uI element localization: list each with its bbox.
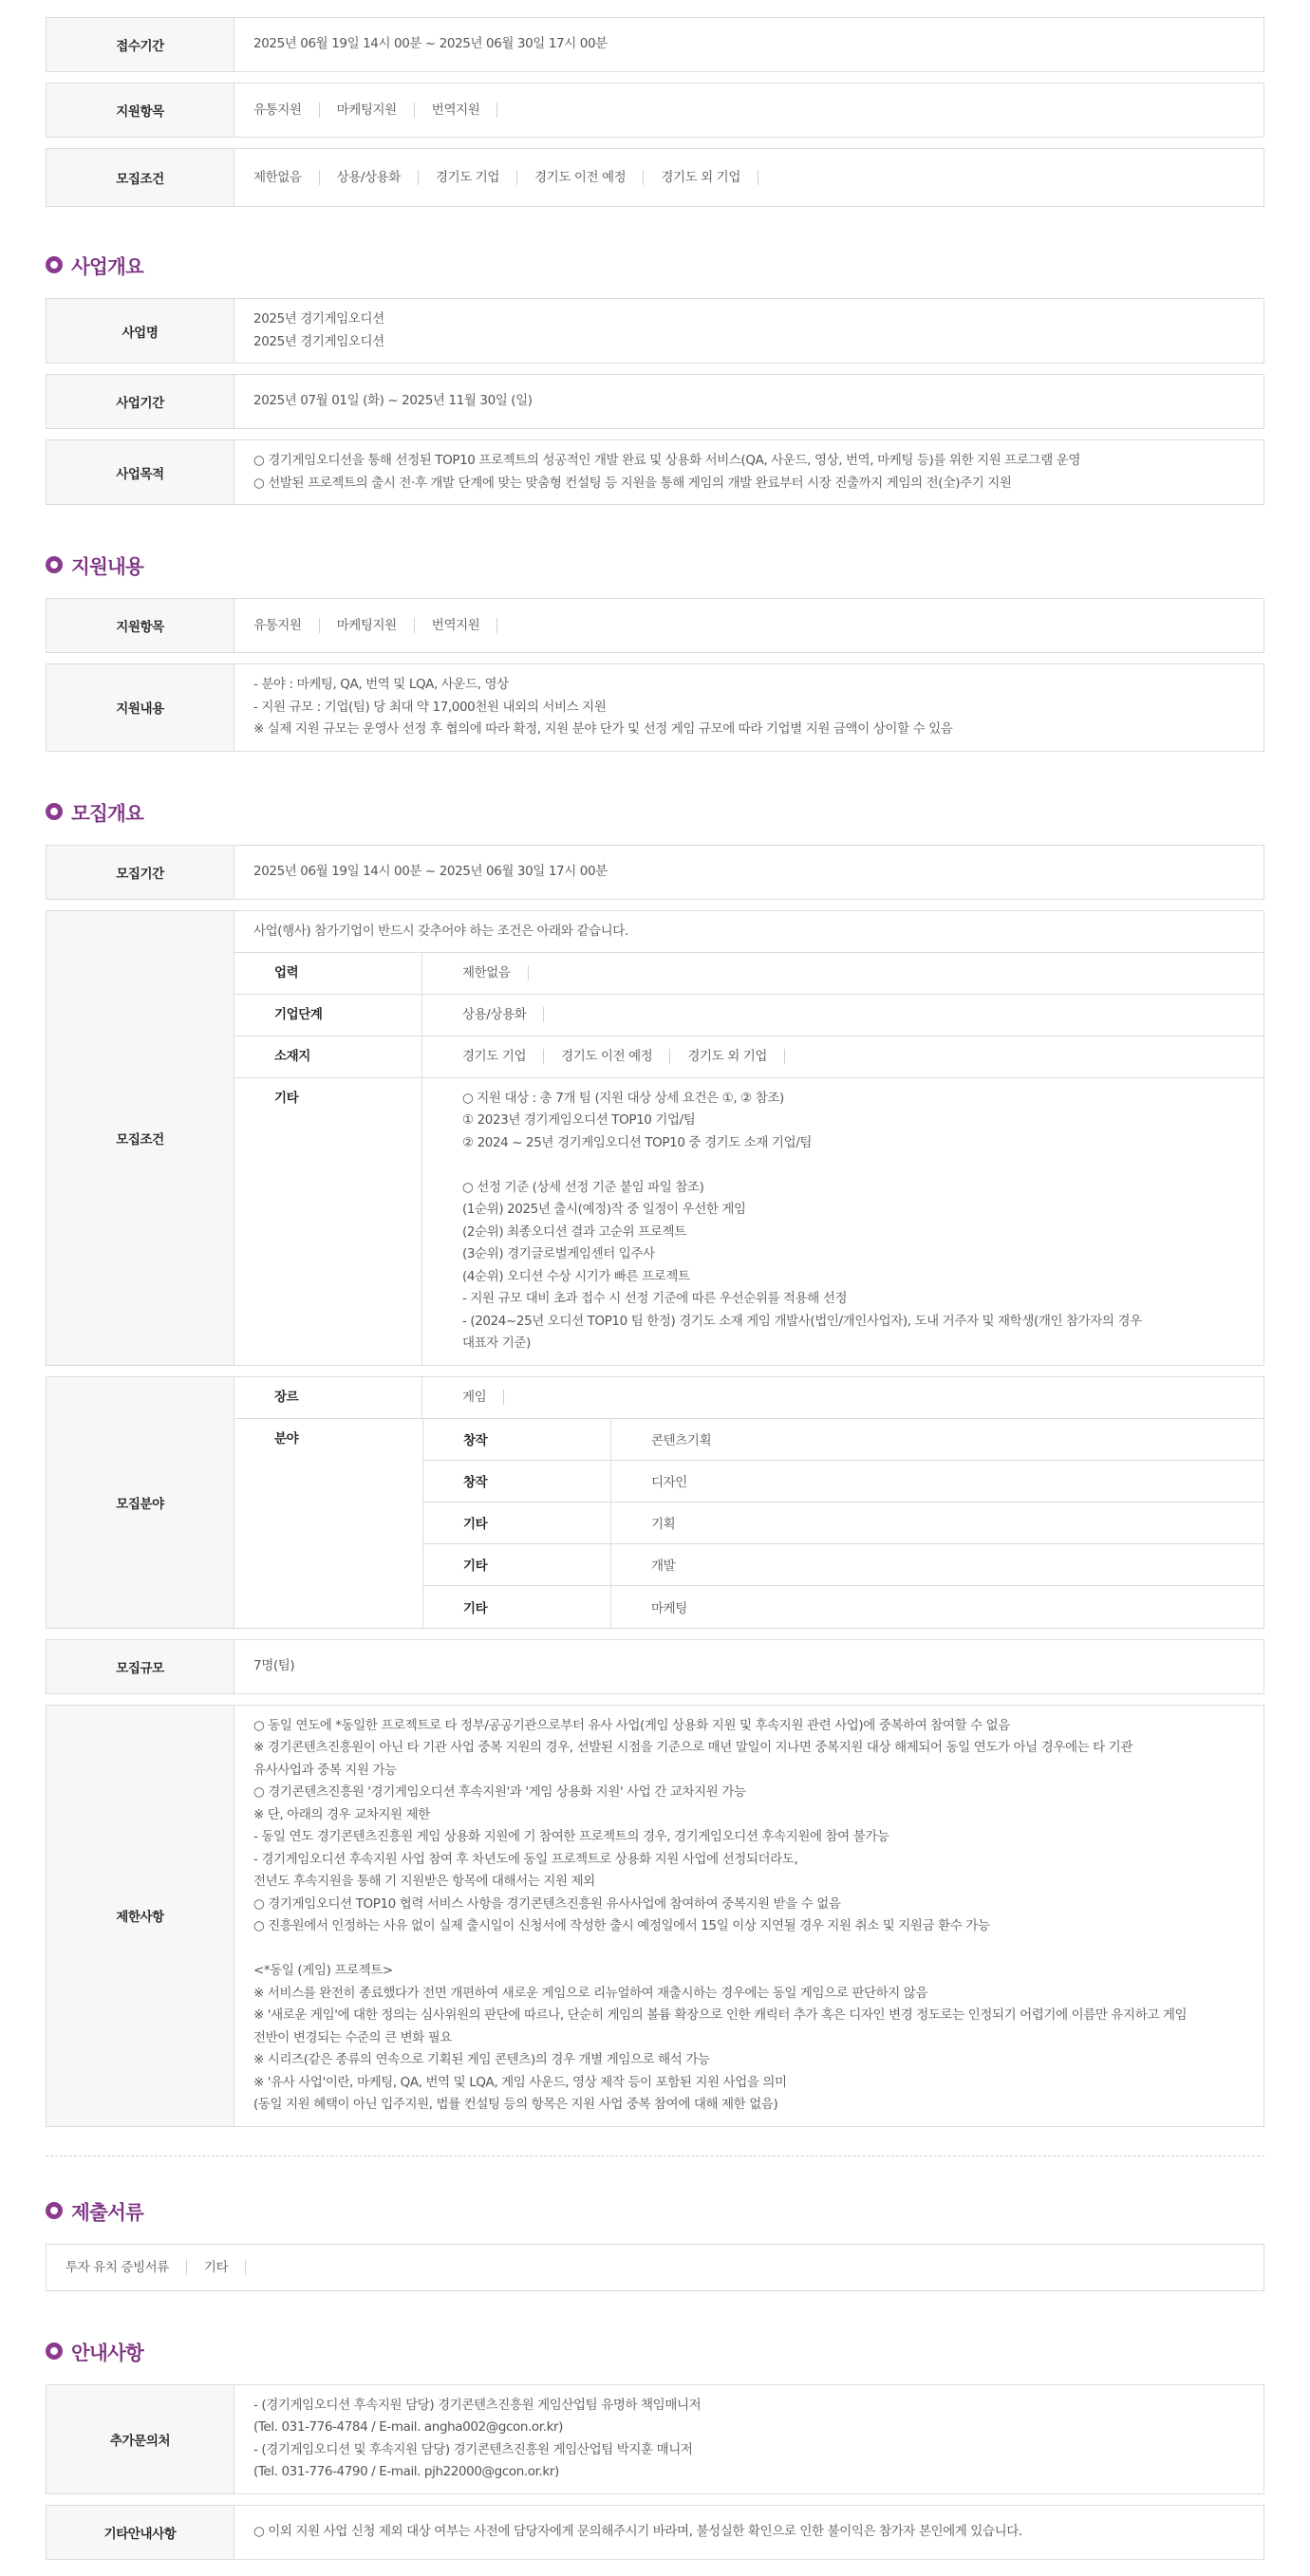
text-line [462, 1154, 1244, 1177]
recruit-scale-label: 모집규모 [47, 1640, 234, 1693]
condition-stage-tags [422, 995, 1263, 1036]
recruit-field-row [46, 1376, 1264, 1629]
field-area-row-item [423, 1586, 1263, 1628]
support-items-row-2 [46, 598, 1264, 653]
support-items-label: 지원항목 [47, 599, 234, 652]
section-title: 제출서류 [71, 2200, 144, 2224]
condition-career-tags [422, 953, 1263, 994]
field-area-table [422, 1419, 1263, 1628]
field-area-key: 창작 [423, 1419, 611, 1460]
text-line: ※ 경기콘텐츠진흥원이 아닌 타 기관 사업 중복 지원의 경우, 선발된 시점을 기준으로 매년 말일이 지나면 중복지원 대상 해제되어 동일 연도가 아닐 경우에는 타 기관 [253, 1740, 1132, 1755]
condition-location-label: 소재지 [234, 1036, 422, 1077]
restrictions-label: 제한사항 [47, 1706, 234, 2126]
text-line: ※ 시리즈(같은 종류의 연속으로 기획된 게임 콘텐츠)의 경우 개별 게임으로 해석 가능 [253, 2052, 710, 2067]
recruit-conditions-label: 모집조건 [47, 911, 234, 1365]
documents-heading [46, 2196, 1264, 2225]
tag-item: 경기도 외 기업 [644, 170, 758, 185]
field-area-row [234, 1419, 1263, 1628]
text-line: ○ 경기게임오디션 TOP10 협력 서비스 사항을 경기콘텐츠진흥원 유사사업에 참여하여 중복지원 받을 수 없음 [253, 1895, 841, 1912]
reception-period-value: 2025년 06월 19일 14시 00분 ~ 2025년 06월 30일 17시 00분 [253, 36, 608, 52]
support-items-row [46, 83, 1264, 138]
text-line [253, 1938, 1244, 1961]
text-line: 2025년 경기게임오디션 [253, 333, 384, 349]
text-line: ○ 진흥원에서 인정하는 사유 없이 실제 출시일이 신청서에 작성한 출시 예정일에서 15일 이상 지연될 경우 지원 취소 및 지원금 환수 가능 [253, 1918, 990, 1933]
text-line: ○ 동일 연도에 *동일한 프로젝트로 타 정부/공공기관으로부터 유사 사업(게임 상용화 지원 및 후속지원 관련 사업)에 중복하여 참여할 수 없음 [253, 1717, 1010, 1733]
contact-label: 추가문의처 [47, 2385, 234, 2493]
tag-item: 경기도 기업 [462, 1049, 544, 1064]
recruit-conditions-detail-row [46, 910, 1264, 1366]
text-line: 유사사업과 중복 지원 가능 [253, 1762, 397, 1778]
field-area-row-item [423, 1419, 1263, 1461]
field-genre-row [234, 1377, 1263, 1419]
text-line: (동일 지원 혜택이 아닌 입주지원, 법률 컨설팅 등의 항목은 지원 사업 중복 참여에 대해 제한 없음) [253, 2097, 778, 2112]
text-line: ② 2024 ~ 25년 경기게임오디션 TOP10 중 경기도 소재 기업/팀 [462, 1134, 813, 1150]
field-area-value: 기획 [651, 1517, 676, 1532]
other-guide-row [46, 2505, 1264, 2560]
tag-item: 기타 [187, 2260, 246, 2275]
text-line: ① 2023년 경기게임오디션 TOP10 기업/팀 [462, 1112, 696, 1128]
recruit-conditions-row [46, 148, 1264, 207]
section-title: 모집개요 [71, 801, 144, 825]
support-content-value [234, 664, 1263, 751]
recruit-field-label: 모집분야 [47, 1377, 234, 1628]
text-line: (3순위) 경기글로벌게임센터 입주사 [462, 1246, 655, 1261]
section-title: 사업개요 [71, 255, 144, 278]
text-line: ※ '유사 사업'이란, 마케팅, QA, 번역 및 LQA, 게임 사운드, 영상 제작 등이 포함된 지원 사업을 의미 [253, 2074, 787, 2090]
text-line: ○ 지원 대상 : 총 7개 팀 (지원 대상 상세 요건은 ①, ② 참조) [462, 1090, 784, 1106]
text-line: ※ '새로운 게임'에 대한 정의는 심사위원의 판단에 따르나, 단순히 게임의 볼륨 확장으로 인한 캐릭터 추가 혹은 디자인 변경 정도로는 인정되기 어렵기에 이름만 유지하고 게임 [253, 2007, 1188, 2023]
recruit-scale-value: 7명(팀) [253, 1657, 295, 1673]
guide-heading [46, 2337, 1264, 2365]
tag-item: 경기도 외 기업 [670, 1049, 785, 1064]
recruit-overview-heading [46, 797, 1264, 826]
text-line: ○ 선정 기준 (상세 선정 기준 붙임 파일 참조) [462, 1179, 704, 1195]
section-bullet-icon [46, 2343, 63, 2360]
field-area-key: 기타 [423, 1503, 611, 1543]
text-line: - (경기게임오디션 후속지원 담당) 경기콘텐츠진흥원 게임산업팀 유명하 책임매니저 [253, 2397, 702, 2413]
other-guide-label: 기타안내사항 [47, 2506, 234, 2559]
reception-period-row [46, 17, 1264, 72]
tag-item: 경기도 기업 [419, 170, 517, 185]
tag-item: 상용/상용화 [320, 170, 419, 185]
text-line: 2025년 경기게임오디션 [253, 311, 384, 327]
recruit-period-value: 2025년 06월 19일 14시 00분 ~ 2025년 06월 30일 17시 00분 [253, 863, 608, 879]
text-line: 전년도 후속지원을 통해 기 지원받은 항목에 대해서는 지원 제외 [253, 1874, 595, 1889]
text-line: 전반이 변경되는 수준의 큰 변화 필요 [253, 2029, 453, 2045]
tag-item: 상용/상용화 [462, 1007, 544, 1022]
field-genre-tags [422, 1377, 1263, 1418]
tag-item: 번역지원 [415, 103, 498, 118]
field-area-row-item [423, 1503, 1263, 1544]
section-title: 지원내용 [71, 555, 144, 578]
condition-career-row [234, 953, 1263, 995]
recruit-conditions-label: 모집조건 [47, 149, 234, 206]
text-line: - 경기게임오디션 후속지원 사업 참여 후 차년도에 동일 프로젝트로 상용화 지원 사업에 선정되더라도, [253, 1851, 798, 1867]
field-area-row-item [423, 1544, 1263, 1586]
tag-item: 제한없음 [462, 965, 529, 980]
tag-item: 유통지원 [253, 618, 320, 633]
other-guide-value: ○ 이외 지원 사업 신청 제외 대상 여부는 사전에 담당자에게 문의해주시기 바라며, 불성실한 확인으로 인한 불이익은 참가자 본인에게 있습니다. [253, 2523, 1022, 2539]
section-bullet-icon [46, 803, 63, 820]
text-line: - 지원 규모 대비 초과 접수 시 선정 기준에 따른 우선순위를 적용해 선정 [462, 1291, 848, 1306]
tag-item: 마케팅지원 [320, 103, 415, 118]
text-line: - 지원 규모 : 기업(팀) 당 최대 약 17,000천원 내외의 서비스 지원 [253, 699, 607, 715]
reception-period-label: 접수기간 [47, 18, 234, 71]
text-line: - (경기게임오디션 및 후속지원 담당) 경기콘텐츠진흥원 게임산업팀 박지훈 매니저 [253, 2441, 693, 2457]
tag-item: 마케팅지원 [320, 618, 415, 633]
documents-box [46, 2244, 1264, 2291]
documents-tags [66, 2260, 246, 2275]
field-area-key: 기타 [423, 1586, 611, 1628]
condition-stage-label: 기업단계 [234, 995, 422, 1036]
text-line: ※ 서비스를 완전히 종료했다가 전면 개편하여 새로운 게임으로 리뉴얼하여 재출시하는 경우에는 동일 게임으로 판단하지 않음 [253, 1985, 928, 2001]
field-area-value: 마케팅 [651, 1600, 687, 1616]
business-name-row [46, 298, 1264, 364]
contact-row [46, 2384, 1264, 2494]
text-line: ※ 실제 지원 규모는 운영사 선정 후 협의에 따라 확정, 지원 분야 단가 및 선정 게임 규모에 따라 기업별 지원 금액이 상이할 수 있음 [253, 721, 953, 737]
tag-item: 경기도 이전 예정 [544, 1049, 670, 1064]
business-period-row [46, 374, 1264, 429]
text-line: - 분야 : 마케팅, QA, 번역 및 LQA, 사운드, 영상 [253, 677, 509, 692]
recruit-scale-row [46, 1639, 1264, 1694]
field-area-key: 창작 [423, 1461, 611, 1502]
section-bullet-icon [46, 256, 63, 273]
tag-item: 게임 [462, 1390, 504, 1405]
section-title: 안내사항 [71, 2341, 144, 2364]
business-period-value: 2025년 07월 01일 (화) ~ 2025년 11월 30일 (일) [253, 393, 533, 409]
business-purpose-row [46, 439, 1264, 505]
tag-item: 번역지원 [415, 618, 498, 633]
condition-etc-value [422, 1078, 1263, 1365]
contact-value [234, 2385, 1263, 2493]
text-line: - (2024~25년 오디션 TOP10 팀 한정) 경기도 소재 게임 개발사(법인/개인사업자), 도내 거주자 및 재학생(개인 참가자의 경우 [462, 1313, 1142, 1329]
condition-etc-label: 기타 [234, 1078, 422, 1365]
condition-etc-row [234, 1078, 1263, 1365]
field-area-value: 개발 [651, 1559, 676, 1574]
text-line: (1순위) 2025년 출시(예정)작 중 일정이 우선한 게임 [462, 1202, 746, 1217]
support-content-row [46, 663, 1264, 752]
text-line: ○ 선발된 프로젝트의 출시 전·후 개발 단계에 맞는 맞춤형 컨설팅 등 지원을 통해 게임의 개발 완료부터 시장 진출까지 게임의 전(全)주기 지원 [253, 475, 1012, 491]
field-area-row-item [423, 1461, 1263, 1503]
tag-item: 투자 유치 증빙서류 [66, 2260, 187, 2275]
recruit-period-row [46, 845, 1264, 900]
text-line: - 동일 연도 경기콘텐츠진흥원 게임 상용화 지원에 기 참여한 프로젝트의 경우, 경기게임오디션 후속지원에 참여 불가능 [253, 1829, 889, 1844]
section-bullet-icon [46, 556, 63, 573]
business-purpose-value [234, 440, 1263, 504]
support-content-label: 지원내용 [47, 664, 234, 751]
recruit-period-label: 모집기간 [47, 846, 234, 899]
field-area-value: 콘텐츠기획 [651, 1433, 712, 1448]
text-line: 대표자 기준) [462, 1335, 531, 1351]
recruit-conditions-tags [253, 170, 1244, 185]
support-items-label: 지원항목 [47, 84, 234, 137]
restrictions-row [46, 1705, 1264, 2127]
section-bullet-icon [46, 2202, 63, 2219]
tag-item: 유통지원 [253, 103, 320, 118]
conditions-intro: 사업(행사) 참가기업이 반드시 갖추어야 하는 조건은 아래와 같습니다. [234, 911, 1263, 953]
tag-item: 경기도 이전 예정 [517, 170, 644, 185]
business-name-value [234, 299, 1263, 363]
business-name-label: 사업명 [47, 299, 234, 363]
field-area-value: 디자인 [651, 1475, 687, 1490]
text-line: ○ 경기게임오디션을 통해 선정된 TOP10 프로젝트의 성공적인 개발 완료 및 상용화 서비스(QA, 사운드, 영상, 번역, 마케팅 등)를 위한 지원 프로그램 운영 [253, 453, 1081, 468]
business-purpose-label: 사업목적 [47, 440, 234, 504]
support-items-tags [253, 103, 1244, 118]
support-content-heading [46, 551, 1264, 579]
field-area-label: 분야 [274, 1430, 299, 1447]
text-line: ※ 단, 아래의 경우 교차지원 제한 [253, 1806, 430, 1822]
field-genre-label: 장르 [234, 1377, 422, 1418]
field-area-key: 기타 [423, 1544, 611, 1585]
text-line: (Tel. 031-776-4784 / E-mail. angha002@gcon.or.kr) [253, 2419, 564, 2435]
tag-item: 제한없음 [253, 170, 320, 185]
text-line: (4순위) 오디션 수상 시기가 빠른 프로젝트 [462, 1268, 690, 1284]
text-line: <*동일 (게임) 프로젝트> [253, 1963, 393, 1978]
support-items-tags [253, 618, 1244, 633]
condition-location-tags [422, 1036, 1263, 1077]
text-line: ○ 경기콘텐츠진흥원 '경기게임오디션 후속지원'과 '게임 상용화 지원' 사업 간 교차지원 가능 [253, 1784, 746, 1800]
business-period-label: 사업기간 [47, 375, 234, 428]
condition-location-row [234, 1036, 1263, 1078]
text-line: (2순위) 최종오디션 결과 고순위 프로젝트 [462, 1223, 686, 1240]
business-overview-heading [46, 251, 1264, 279]
condition-stage-row [234, 995, 1263, 1036]
text-line: (Tel. 031-776-4790 / E-mail. pjh22000@gcon.or.kr) [253, 2464, 559, 2479]
condition-career-label: 업력 [234, 953, 422, 994]
restrictions-value [234, 1706, 1263, 2126]
